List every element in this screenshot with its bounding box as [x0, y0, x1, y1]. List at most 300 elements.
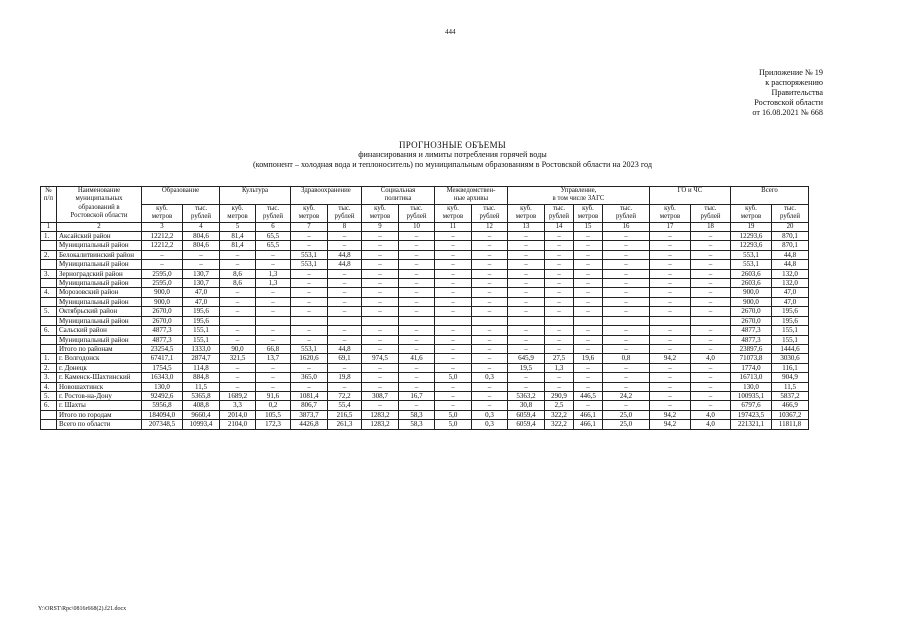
- header-row-groups: [41, 187, 809, 205]
- row-number-cell: 5.: [41, 307, 57, 316]
- value-cell: –: [650, 241, 691, 250]
- value-cell: –: [508, 241, 545, 250]
- value-cell: 2595,0: [142, 269, 183, 278]
- municipality-name-cell: Октябрьский район: [57, 307, 142, 316]
- unit-header: куб. метров: [362, 204, 399, 222]
- value-cell: 2603,6: [731, 279, 772, 288]
- value-cell: 1,3: [256, 279, 291, 288]
- value-cell: –: [574, 260, 603, 269]
- value-cell: 1,3: [256, 269, 291, 278]
- value-cell: –: [142, 250, 183, 259]
- value-cell: 65,5: [256, 232, 291, 241]
- value-cell: –: [650, 326, 691, 335]
- value-cell: –: [291, 279, 328, 288]
- value-cell: –: [545, 279, 574, 288]
- appendix-line: Ростовской области: [754, 98, 823, 107]
- municipality-name-cell: Всего по области: [57, 420, 142, 429]
- value-cell: 2014,0: [220, 410, 256, 419]
- value-cell: –: [328, 288, 362, 297]
- municipality-name-cell: г. Волгодонск: [57, 354, 142, 363]
- value-cell: –: [472, 326, 508, 335]
- value-cell: –: [291, 307, 328, 316]
- value-cell: –: [691, 307, 731, 316]
- table-row: [41, 260, 809, 269]
- value-cell: [472, 316, 508, 325]
- value-cell: –: [399, 326, 435, 335]
- table-row: [41, 316, 809, 325]
- table-row: [41, 410, 809, 419]
- value-cell: 466,9: [772, 401, 809, 410]
- value-cell: –: [691, 401, 731, 410]
- value-cell: 155,1: [183, 326, 220, 335]
- value-cell: 553,1: [291, 260, 328, 269]
- value-cell: 12212,2: [142, 232, 183, 241]
- value-cell: –: [545, 260, 574, 269]
- value-cell: 904,9: [772, 373, 809, 382]
- value-cell: –: [328, 269, 362, 278]
- value-cell: 1620,6: [291, 354, 328, 363]
- value-cell: –: [220, 250, 256, 259]
- municipality-name-cell: г. Каменск-Шахтинский: [57, 373, 142, 382]
- municipality-name-cell: Белокалитвинский район: [57, 250, 142, 259]
- value-cell: –: [691, 373, 731, 382]
- value-cell: –: [472, 307, 508, 316]
- value-cell: 130,0: [142, 382, 183, 391]
- municipality-name-cell: Аксайский район: [57, 232, 142, 241]
- value-cell: –: [574, 401, 603, 410]
- value-cell: –: [328, 241, 362, 250]
- table-row: [41, 401, 809, 410]
- value-cell: –: [256, 382, 291, 391]
- value-cell: –: [291, 297, 328, 306]
- value-cell: –: [362, 326, 399, 335]
- value-cell: –: [574, 232, 603, 241]
- value-cell: –: [435, 335, 472, 344]
- value-cell: 2874,7: [183, 354, 220, 363]
- value-cell: 290,9: [545, 391, 574, 400]
- value-cell: –: [603, 279, 650, 288]
- value-cell: –: [472, 241, 508, 250]
- value-cell: –: [603, 269, 650, 278]
- value-cell: –: [603, 335, 650, 344]
- value-cell: [650, 316, 691, 325]
- appendix-line: от 16.08.2021 № 668: [752, 108, 823, 117]
- column-group-header: Культура: [220, 187, 291, 205]
- column-group-header: Социальная политика: [362, 187, 435, 205]
- value-cell: –: [508, 344, 545, 353]
- value-cell: 4877,3: [731, 335, 772, 344]
- value-cell: 4426,8: [291, 420, 328, 429]
- value-cell: –: [362, 260, 399, 269]
- value-cell: –: [399, 250, 435, 259]
- table-row: [41, 391, 809, 400]
- value-cell: 884,8: [183, 373, 220, 382]
- value-cell: –: [435, 288, 472, 297]
- value-cell: 44,8: [772, 260, 809, 269]
- value-cell: 900,0: [731, 288, 772, 297]
- value-cell: –: [545, 335, 574, 344]
- value-cell: –: [435, 279, 472, 288]
- value-cell: [435, 316, 472, 325]
- value-cell: 446,5: [574, 391, 603, 400]
- value-cell: –: [691, 391, 731, 400]
- value-cell: –: [362, 250, 399, 259]
- value-cell: 466,1: [574, 410, 603, 419]
- value-cell: 0,2: [256, 401, 291, 410]
- value-cell: –: [508, 288, 545, 297]
- row-number-cell: 2.: [41, 250, 57, 259]
- value-cell: 6797,6: [731, 401, 772, 410]
- column-number-cell: 4: [183, 222, 220, 231]
- value-cell: –: [508, 279, 545, 288]
- unit-header: тыс. рублей: [545, 204, 574, 222]
- value-cell: –: [603, 382, 650, 391]
- value-cell: 16343,0: [142, 373, 183, 382]
- value-cell: 44,8: [328, 260, 362, 269]
- value-cell: 3030,6: [772, 354, 809, 363]
- value-cell: [220, 316, 256, 325]
- value-cell: 55,4: [328, 401, 362, 410]
- value-cell: –: [574, 382, 603, 391]
- value-cell: –: [650, 382, 691, 391]
- value-cell: –: [691, 232, 731, 241]
- value-cell: –: [650, 344, 691, 353]
- value-cell: 184094,0: [142, 410, 183, 419]
- value-cell: –: [603, 326, 650, 335]
- column-number-cell: 16: [603, 222, 650, 231]
- value-cell: 553,1: [291, 250, 328, 259]
- value-cell: –: [256, 250, 291, 259]
- value-cell: –: [328, 326, 362, 335]
- value-cell: 4,0: [691, 410, 731, 419]
- value-cell: 2,5: [545, 401, 574, 410]
- value-cell: –: [472, 335, 508, 344]
- value-cell: –: [603, 297, 650, 306]
- value-cell: –: [399, 279, 435, 288]
- table-row: [41, 307, 809, 316]
- table-row: [41, 344, 809, 353]
- column-number-cell: 12: [472, 222, 508, 231]
- value-cell: 1444,6: [772, 344, 809, 353]
- value-cell: –: [650, 401, 691, 410]
- value-cell: 72,2: [328, 391, 362, 400]
- value-cell: 900,0: [142, 288, 183, 297]
- table-row: [41, 288, 809, 297]
- row-number-cell: 1.: [41, 354, 57, 363]
- municipality-name-cell: г. Шахты: [57, 401, 142, 410]
- table-row: [41, 363, 809, 372]
- value-cell: –: [399, 269, 435, 278]
- value-cell: 8,6: [220, 269, 256, 278]
- value-cell: 11811,8: [772, 420, 809, 429]
- value-cell: –: [574, 297, 603, 306]
- value-cell: –: [691, 269, 731, 278]
- column-number-cell: 8: [328, 222, 362, 231]
- value-cell: [399, 316, 435, 325]
- municipality-name-cell: Итого по городам: [57, 410, 142, 419]
- value-cell: 71073,8: [731, 354, 772, 363]
- value-cell: 47,0: [183, 288, 220, 297]
- value-cell: 4877,3: [142, 326, 183, 335]
- value-cell: –: [603, 344, 650, 353]
- value-cell: 553,1: [731, 260, 772, 269]
- column-number-cell: 10: [399, 222, 435, 231]
- value-cell: –: [291, 241, 328, 250]
- value-cell: –: [508, 297, 545, 306]
- row-number-cell: [41, 344, 57, 353]
- unit-header: тыс. рублей: [772, 204, 809, 222]
- table-row: [41, 269, 809, 278]
- value-cell: –: [362, 297, 399, 306]
- value-cell: –: [472, 260, 508, 269]
- value-cell: 130,0: [731, 382, 772, 391]
- value-cell: –: [574, 307, 603, 316]
- value-cell: –: [291, 382, 328, 391]
- column-group-header: Здравоохранение: [291, 187, 362, 205]
- value-cell: 1283,2: [362, 420, 399, 429]
- value-cell: 1689,2: [220, 391, 256, 400]
- value-cell: –: [183, 250, 220, 259]
- table-row: [41, 420, 809, 429]
- forecast-table: [40, 186, 809, 430]
- value-cell: –: [691, 335, 731, 344]
- value-cell: 6059,4: [508, 420, 545, 429]
- value-cell: –: [362, 232, 399, 241]
- value-cell: 0,3: [472, 410, 508, 419]
- row-number-cell: [41, 241, 57, 250]
- value-cell: 30,8: [508, 401, 545, 410]
- value-cell: 12293,6: [731, 232, 772, 241]
- column-group-header: ГО и ЧС: [650, 187, 731, 205]
- value-cell: –: [574, 269, 603, 278]
- value-cell: 0,3: [472, 420, 508, 429]
- municipality-name-cell: Муниципальный район: [57, 335, 142, 344]
- row-number-cell: [41, 335, 57, 344]
- row-number-cell: [41, 420, 57, 429]
- value-cell: –: [574, 363, 603, 372]
- value-cell: –: [472, 250, 508, 259]
- value-cell: 155,1: [772, 335, 809, 344]
- value-cell: 44,8: [328, 344, 362, 353]
- column-group-header: Межведомствен- ные архивы: [435, 187, 508, 205]
- value-cell: 197423,5: [731, 410, 772, 419]
- value-cell: –: [508, 382, 545, 391]
- value-cell: –: [472, 297, 508, 306]
- value-cell: 322,2: [545, 420, 574, 429]
- value-cell: –: [650, 363, 691, 372]
- value-cell: 6059,4: [508, 410, 545, 419]
- value-cell: 90,0: [220, 344, 256, 353]
- column-group-header: Образование: [142, 187, 220, 205]
- value-cell: –: [691, 260, 731, 269]
- column-number-cell: 7: [291, 222, 328, 231]
- value-cell: –: [691, 363, 731, 372]
- value-cell: –: [472, 363, 508, 372]
- value-cell: 9660,4: [183, 410, 220, 419]
- value-cell: 974,5: [362, 354, 399, 363]
- municipality-name-cell: Новошахтинск: [57, 382, 142, 391]
- value-cell: –: [650, 232, 691, 241]
- value-cell: –: [650, 279, 691, 288]
- value-cell: 44,8: [328, 250, 362, 259]
- value-cell: 19,6: [574, 354, 603, 363]
- value-cell: 0,8: [603, 354, 650, 363]
- value-cell: –: [508, 269, 545, 278]
- value-cell: –: [472, 279, 508, 288]
- municipality-name-cell: г. Ростов-на-Дону: [57, 391, 142, 400]
- value-cell: –: [435, 401, 472, 410]
- value-cell: –: [472, 391, 508, 400]
- value-cell: 261,3: [328, 420, 362, 429]
- value-cell: –: [256, 288, 291, 297]
- value-cell: –: [399, 344, 435, 353]
- value-cell: –: [650, 373, 691, 382]
- value-cell: 5,0: [435, 420, 472, 429]
- value-cell: 172,3: [256, 420, 291, 429]
- value-cell: –: [256, 307, 291, 316]
- column-number-cell: 14: [545, 222, 574, 231]
- value-cell: –: [435, 297, 472, 306]
- value-cell: 69,1: [328, 354, 362, 363]
- value-cell: 66,8: [256, 344, 291, 353]
- value-cell: [574, 316, 603, 325]
- table-row: [41, 354, 809, 363]
- value-cell: 2670,0: [142, 307, 183, 316]
- value-cell: 195,6: [183, 307, 220, 316]
- value-cell: –: [399, 401, 435, 410]
- value-cell: –: [603, 260, 650, 269]
- value-cell: –: [328, 363, 362, 372]
- value-cell: –: [435, 363, 472, 372]
- value-cell: 5956,8: [142, 401, 183, 410]
- value-cell: –: [291, 288, 328, 297]
- value-cell: –: [603, 288, 650, 297]
- value-cell: –: [691, 297, 731, 306]
- column-number-cell: 15: [574, 222, 603, 231]
- value-cell: –: [399, 373, 435, 382]
- value-cell: 1081,4: [291, 391, 328, 400]
- table-row: [41, 279, 809, 288]
- value-cell: –: [545, 232, 574, 241]
- row-number-cell: 4.: [41, 288, 57, 297]
- value-cell: –: [545, 373, 574, 382]
- value-cell: 58,3: [399, 420, 435, 429]
- value-cell: –: [291, 269, 328, 278]
- value-cell: [508, 316, 545, 325]
- value-cell: 12293,6: [731, 241, 772, 250]
- table-row: [41, 326, 809, 335]
- value-cell: 3,3: [220, 401, 256, 410]
- value-cell: –: [574, 344, 603, 353]
- value-cell: –: [362, 288, 399, 297]
- value-cell: –: [574, 241, 603, 250]
- page-number: 444: [445, 28, 456, 36]
- value-cell: –: [435, 269, 472, 278]
- value-cell: 47,0: [183, 297, 220, 306]
- value-cell: 23897,6: [731, 344, 772, 353]
- value-cell: 132,0: [772, 269, 809, 278]
- value-cell: 94,2: [650, 354, 691, 363]
- value-cell: –: [574, 250, 603, 259]
- value-cell: 130,7: [183, 269, 220, 278]
- value-cell: 408,8: [183, 401, 220, 410]
- value-cell: 41,6: [399, 354, 435, 363]
- table-row: [41, 232, 809, 241]
- value-cell: [256, 316, 291, 325]
- unit-header: тыс. рублей: [399, 204, 435, 222]
- unit-header: куб. метров: [435, 204, 472, 222]
- municipality-name-cell: Муниципальный район: [57, 316, 142, 325]
- value-cell: 2670,0: [142, 316, 183, 325]
- value-cell: 92492,6: [142, 391, 183, 400]
- value-cell: [291, 316, 328, 325]
- table-row: [41, 373, 809, 382]
- unit-header: куб. метров: [220, 204, 256, 222]
- appendix-line: к распоряжению: [765, 78, 823, 87]
- value-cell: 91,6: [256, 391, 291, 400]
- value-cell: –: [399, 297, 435, 306]
- value-cell: 804,6: [183, 232, 220, 241]
- value-cell: 365,0: [291, 373, 328, 382]
- value-cell: 11,5: [772, 382, 809, 391]
- value-cell: –: [220, 297, 256, 306]
- value-cell: 900,0: [142, 297, 183, 306]
- value-cell: –: [508, 326, 545, 335]
- value-cell: –: [399, 260, 435, 269]
- value-cell: –: [574, 279, 603, 288]
- row-number-cell: [41, 279, 57, 288]
- value-cell: 195,6: [183, 316, 220, 325]
- value-cell: –: [399, 335, 435, 344]
- file-path-footer: Y:\ORST\Rpc\0816r668(2).f21.docx: [38, 606, 127, 612]
- row-number-cell: 6.: [41, 326, 57, 335]
- value-cell: –: [691, 279, 731, 288]
- value-cell: –: [603, 250, 650, 259]
- value-cell: –: [472, 344, 508, 353]
- value-cell: 2595,0: [142, 279, 183, 288]
- municipality-name-cell: Сальский район: [57, 326, 142, 335]
- value-cell: –: [691, 250, 731, 259]
- value-cell: 23254,5: [142, 344, 183, 353]
- title-line-3: (компонент – холодная вода и теплоноситель) по муниципальным образованиям в Ростовской области на 2023 год: [252, 160, 653, 169]
- value-cell: 4877,3: [142, 335, 183, 344]
- value-cell: 25,0: [603, 420, 650, 429]
- value-cell: 94,2: [650, 410, 691, 419]
- value-cell: 8,6: [220, 279, 256, 288]
- value-cell: –: [399, 288, 435, 297]
- value-cell: –: [691, 241, 731, 250]
- value-cell: [691, 316, 731, 325]
- value-cell: 13,7: [256, 354, 291, 363]
- row-number-cell: 3.: [41, 373, 57, 382]
- value-cell: 67417,1: [142, 354, 183, 363]
- value-cell: –: [574, 335, 603, 344]
- value-cell: –: [435, 382, 472, 391]
- unit-header: тыс. рублей: [256, 204, 291, 222]
- value-cell: 114,8: [183, 363, 220, 372]
- value-cell: –: [574, 288, 603, 297]
- value-cell: 1774,0: [731, 363, 772, 372]
- table-row: [41, 382, 809, 391]
- municipality-name-cell: Муниципальный район: [57, 297, 142, 306]
- value-cell: [545, 316, 574, 325]
- value-cell: –: [574, 326, 603, 335]
- column-number-cell: 19: [731, 222, 772, 231]
- value-cell: –: [650, 391, 691, 400]
- value-cell: –: [472, 401, 508, 410]
- value-cell: –: [362, 269, 399, 278]
- table-row: [41, 241, 809, 250]
